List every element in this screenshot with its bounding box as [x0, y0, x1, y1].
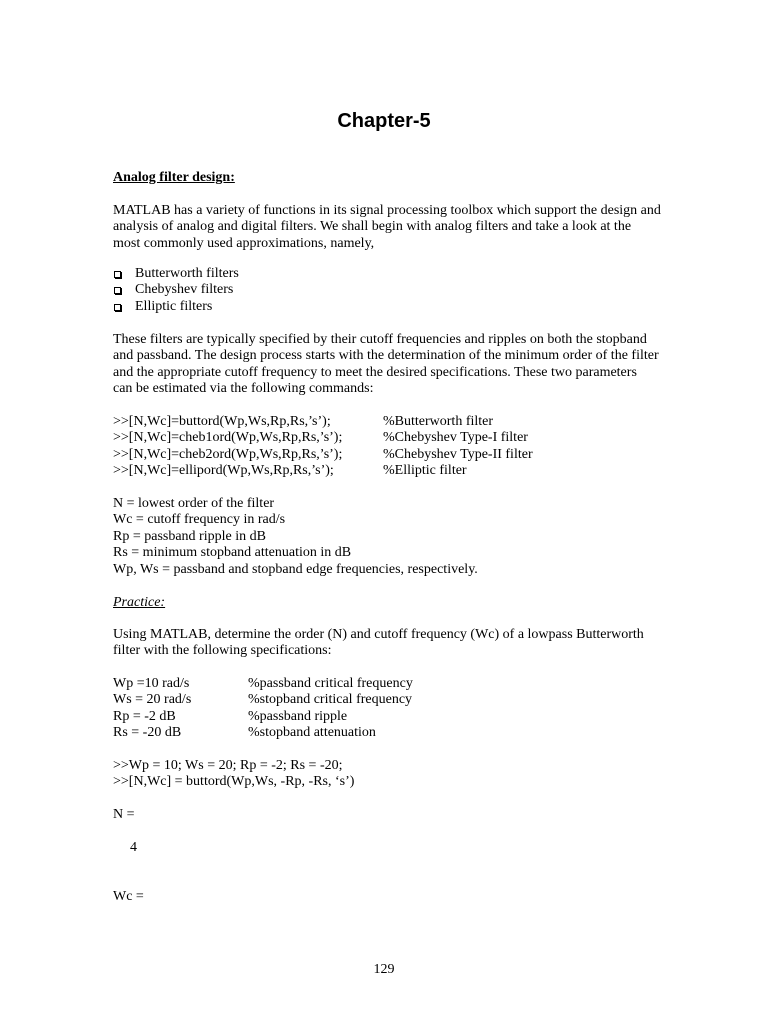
command-comment: %Elliptic filter: [383, 463, 467, 479]
command-list: [113, 414, 673, 480]
square-bullet-icon: [114, 287, 121, 294]
description-line: can be estimated via the following commands:: [113, 381, 374, 397]
description-line: and passband. The design process starts with the determination of the minimum order of the filter: [113, 348, 659, 364]
definition-line: Wp, Ws = passband and stopband edge frequencies, respectively.: [113, 561, 478, 577]
intro-paragraph: [113, 203, 673, 252]
practice-paragraph: [113, 627, 673, 660]
section-heading-text: Analog filter design:: [113, 170, 235, 185]
spec-row: [113, 676, 673, 692]
chapter-title: Chapter-5: [337, 110, 431, 132]
section-heading: [113, 170, 673, 186]
list-item-text: Butterworth filters: [135, 266, 239, 281]
command-code: >>[N,Wc]=cheb2ord(Wp,Ws,Rp,Rs,’s’);: [113, 446, 343, 462]
practice-line: Using MATLAB, determine the order (N) and cutoff frequency (Wc) of a lowpass Butterworth: [113, 627, 644, 642]
command-row: [113, 463, 673, 479]
spec-comment: %stopband attenuation: [248, 725, 376, 741]
list-item-text: Elliptic filters: [135, 298, 213, 314]
filter-bullet-list: [113, 266, 673, 315]
command-row: [113, 414, 673, 430]
command-row: [113, 430, 673, 446]
output-wc-label: Wc =: [113, 889, 144, 904]
code-line: >>Wp = 10; Ws = 20; Rp = -2; Rs = -20;: [113, 758, 343, 773]
page-number: 129: [373, 962, 395, 977]
practice-label: Practice:: [113, 595, 166, 610]
list-item: [113, 266, 673, 282]
command-comment: %Butterworth filter: [383, 414, 494, 429]
command-code: >>[N,Wc]=buttord(Wp,Ws,Rp,Rs,’s’);: [113, 414, 331, 429]
description-line: These filters are typically specified by their cutoff frequencies and ripples on both the stopband: [113, 332, 647, 347]
list-item: [113, 299, 673, 315]
spec-comment: %stopband critical frequency: [248, 692, 413, 708]
list-item: [113, 282, 673, 298]
description-paragraph: [113, 332, 673, 398]
specification-list: [113, 676, 673, 742]
command-code: >>[N,Wc]=cheb1ord(Wp,Ws,Rp,Rs,’s’);: [113, 430, 343, 446]
spec-value: Rs = -20 dB: [113, 725, 182, 741]
command-code: >>[N,Wc]=ellipord(Wp,Ws,Rp,Rs,’s’);: [113, 463, 334, 479]
definition-line: Wc = cutoff frequency in rad/s: [113, 512, 286, 528]
definition-line: N = lowest order of the filter: [113, 496, 275, 511]
intro-line: most commonly used approximations, namely,: [113, 235, 375, 251]
spec-row: [113, 709, 673, 725]
output-n-label: N =: [113, 807, 135, 822]
description-line: and the appropriate cutoff frequency to meet the desired specifications. These two parameters: [113, 364, 637, 380]
intro-line: MATLAB has a variety of functions in its signal processing toolbox which support the design and: [113, 203, 661, 218]
spec-comment: %passband critical frequency: [248, 676, 413, 691]
practice-heading: [113, 595, 673, 611]
definition-line: Rp = passband ripple in dB: [113, 528, 266, 544]
spec-row: [113, 692, 673, 708]
code-line: >>[N,Wc] = buttord(Wp,Ws, -Rp, -Rs, ‘s’): [113, 774, 355, 790]
spec-value: Wp =10 rad/s: [113, 676, 190, 691]
command-row: [113, 447, 673, 463]
output-n-value: 4: [130, 840, 137, 855]
spec-comment: %passband ripple: [248, 708, 348, 724]
matlab-code-block: [113, 758, 673, 791]
intro-line: analysis of analog and digital filters. We shall begin with analog filters and take a look at the: [113, 219, 632, 235]
practice-line: filter with the following specifications:: [113, 643, 332, 659]
spec-row: [113, 725, 673, 741]
spec-value: Ws = 20 rad/s: [113, 692, 192, 708]
command-comment: %Chebyshev Type-II filter: [383, 446, 533, 462]
square-bullet-icon: [114, 304, 121, 311]
definition-list: [113, 496, 673, 578]
spec-value: Rp = -2 dB: [113, 708, 176, 724]
command-comment: %Chebyshev Type-I filter: [383, 430, 528, 446]
definition-line: Rs = minimum stopband attenuation in dB: [113, 545, 352, 561]
list-item-text: Chebyshev filters: [135, 282, 234, 298]
square-bullet-icon: [114, 271, 121, 278]
